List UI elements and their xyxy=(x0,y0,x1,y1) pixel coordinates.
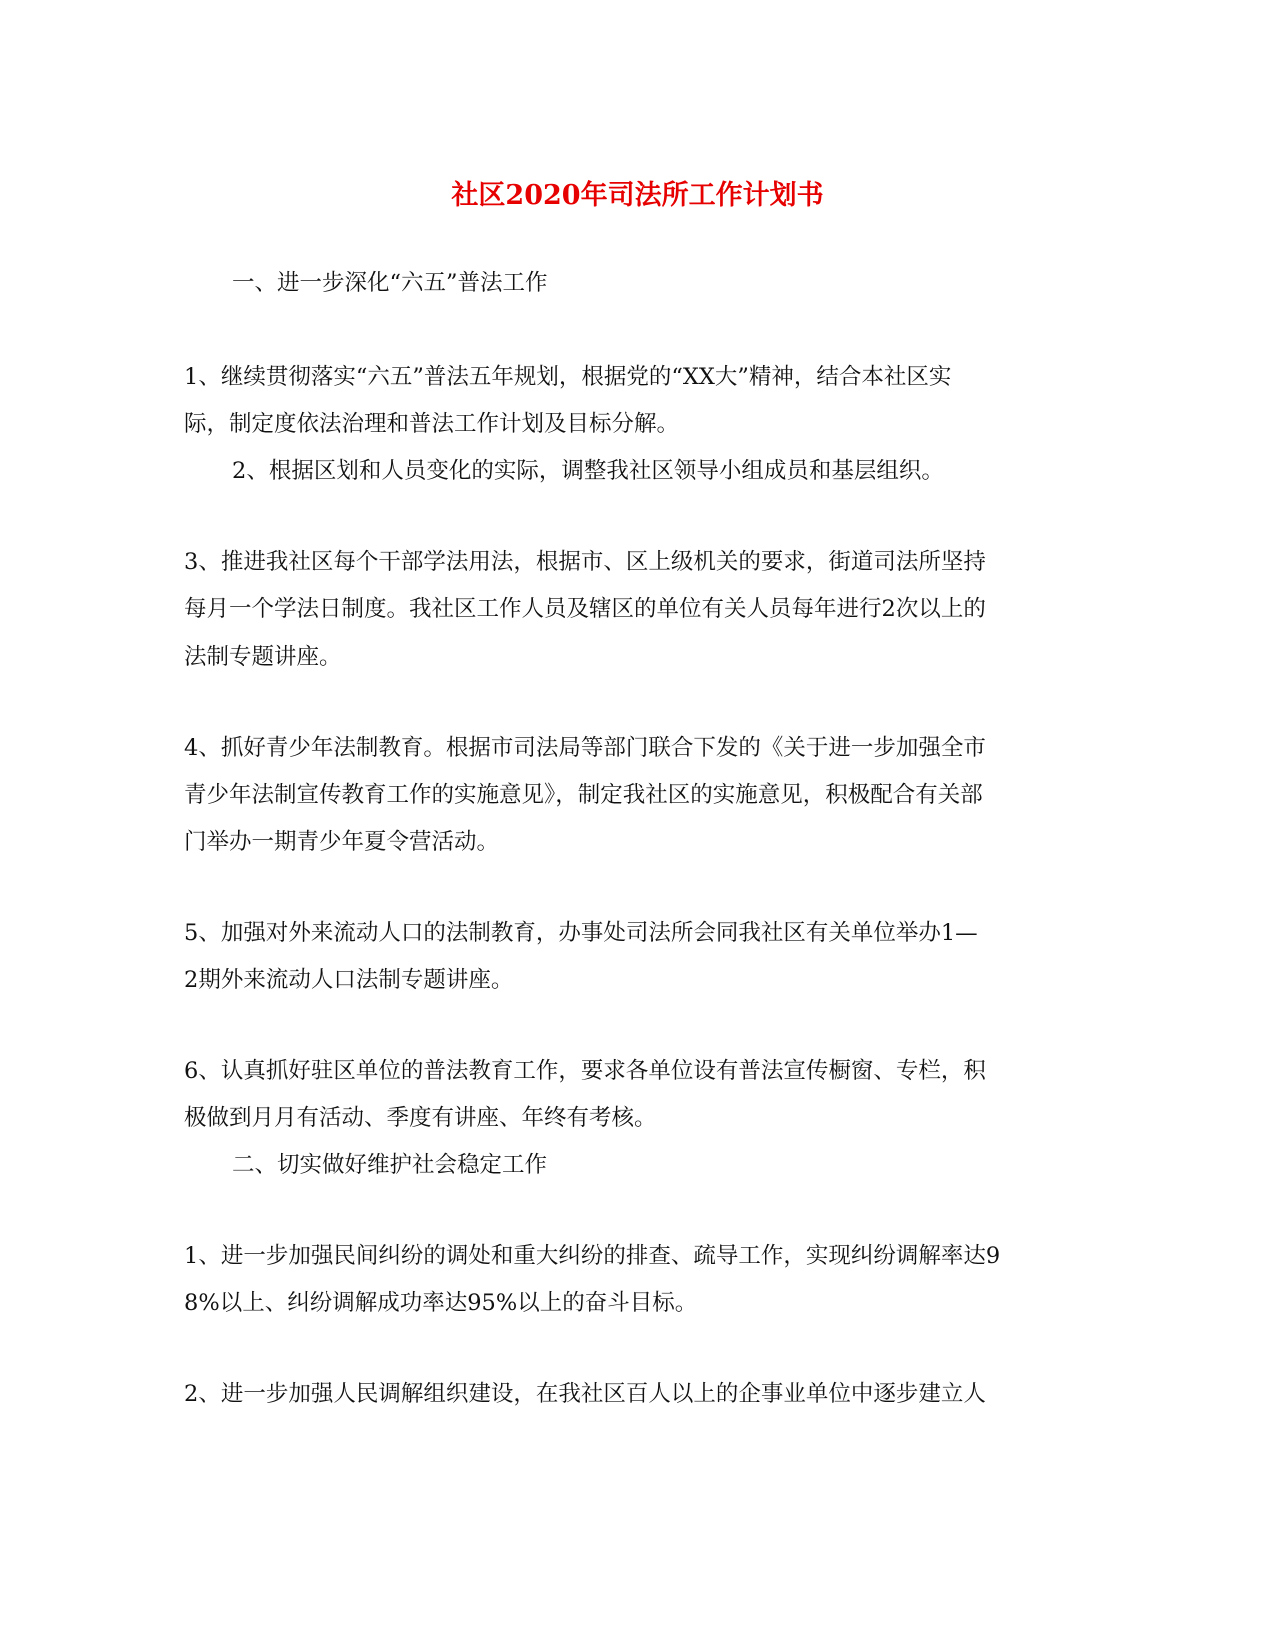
paragraph-line: 际，制定度依法治理和普法工作计划及目标分解。 xyxy=(184,411,680,437)
paragraph-line: 6、认真抓好驻区单位的普法教育工作，要求各单位设有普法宣传橱窗、专栏，积 xyxy=(184,1058,986,1084)
paragraph-line: 2期外来流动人口法制专题讲座。 xyxy=(184,967,514,993)
paragraph-line: 2、进一步加强人民调解组织建设，在我社区百人以上的企事业单位中逐步建立人 xyxy=(184,1381,986,1407)
paragraph-line: 1、继续贯彻落实“六五”普法五年规划，根据党的“XX大”精神，结合本社区实 xyxy=(184,364,952,390)
paragraph-line: 极做到月月有活动、季度有讲座、年终有考核。 xyxy=(184,1105,657,1131)
document-title: 社区2020年司法所工作计划书 xyxy=(451,180,824,211)
section-heading-1: 一、进一步深化“六五”普法工作 xyxy=(232,270,548,296)
paragraph-line: 2、根据区划和人员变化的实际，调整我社区领导小组成员和基层组织。 xyxy=(232,458,944,484)
section-heading-2: 二、切实做好维护社会稳定工作 xyxy=(232,1152,548,1178)
paragraph-line: 4、抓好青少年法制教育。根据市司法局等部门联合下发的《关于进一步加强全市 xyxy=(184,735,986,761)
paragraph-line: 8%以上、纠纷调解成功率达95%以上的奋斗目标。 xyxy=(184,1290,698,1316)
paragraph-line: 每月一个学法日制度。我社区工作人员及辖区的单位有关人员每年进行2次以上的 xyxy=(184,596,986,622)
paragraph-line: 门举办一期青少年夏令营活动。 xyxy=(184,829,500,855)
paragraph-line: 青少年法制宣传教育工作的实施意见》，制定我社区的实施意见，积极配合有关部 xyxy=(184,782,983,808)
paragraph-line: 法制专题讲座。 xyxy=(184,644,342,670)
paragraph-line: 1、进一步加强民间纠纷的调处和重大纠纷的排查、疏导工作，实现纠纷调解率达9 xyxy=(184,1243,1001,1269)
paragraph-line: 3、推进我社区每个干部学法用法，根据市、区上级机关的要求，街道司法所坚持 xyxy=(184,549,986,575)
paragraph-line: 5、加强对外来流动人口的法制教育，办事处司法所会同我社区有关单位举办1— xyxy=(184,920,978,946)
